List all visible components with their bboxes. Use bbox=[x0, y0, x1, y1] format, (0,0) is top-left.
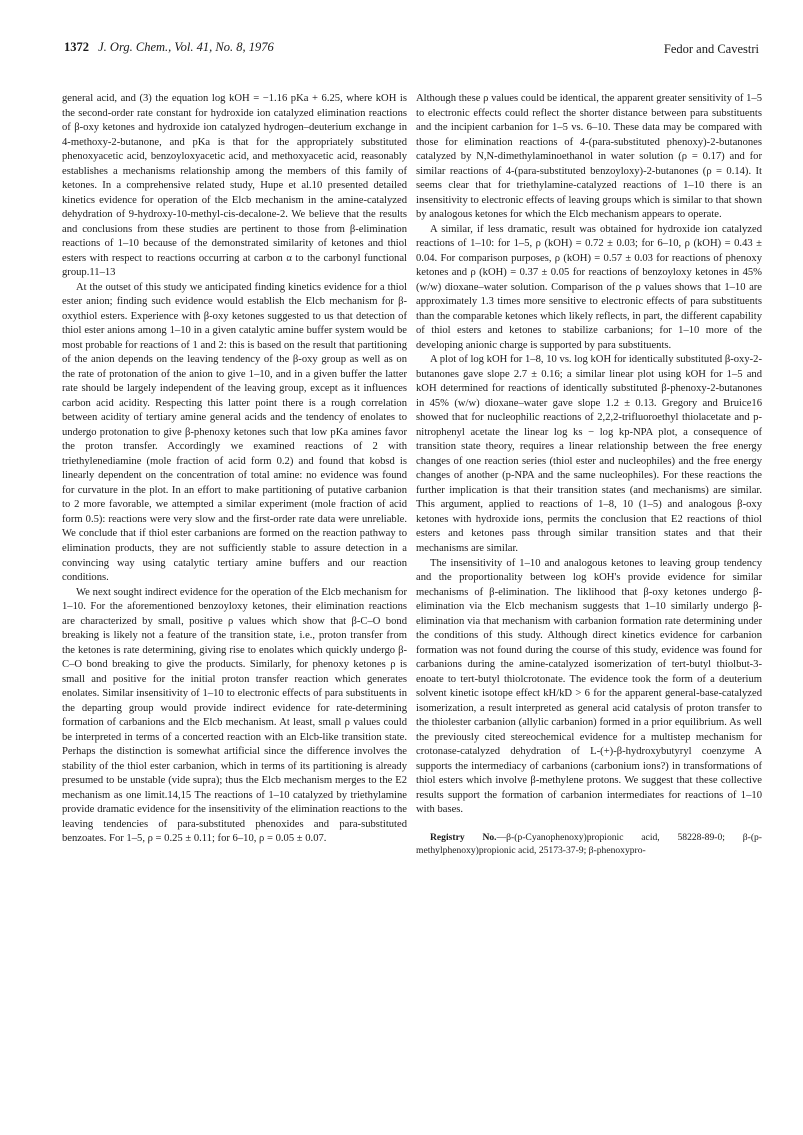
journal-citation: J. Org. Chem., Vol. 41, No. 8, 1976 bbox=[98, 40, 274, 54]
right-column bbox=[416, 92, 762, 858]
paragraph: general acid, and (3) the equation log kOH = −1.16 pKa + 6.25, where kOH is the second-order rate constant for hydroxide ion catalyzed elimination reactions of β-oxy ketones and hydroxide ion catalyzed hydrogen–deuterium exchange in 4-methoxy-2-butanone, and pKa is that for the appropriately substituted phenoxyacetic acid, benzoyloxyacetic acid, and methoxyacetic acid, reasonably establishes a mechanisms relationship among the members of this family of ketones. In a comprehensive related study, Hupe et al.10 presented detailed kinetics evidence for operation of the Elcb mechanism in the amine-catalyzed dehydration of 9-hydroxy-10-methyl-cis-decalone-2. We believe that the results and conclusions from these studies are pertinent to those from β-elimination reactions of 1–10 because of the demonstrated similarity of ketones and thiol esters with respect to reactions occurring at carbon α to the carbonyl functional group.11–13 bbox=[62, 93, 407, 279]
paragraph: A similar, if less dramatic, result was obtained for hydroxide ion catalyzed reactions of 1–10: for 1–5, ρ (kOH) = 0.72 ± 0.03; for 6–10, ρ (kOH) = 0.43 ± 0.04. For comparison purposes, ρ (kOH) = 0.57 ± 0.03 for reactions of phenoxy ketones and ρ (kOH) = 0.37 ± 0.05 for reactions of benzoyloxy ketones in 45% (w/w) dioxane–water solution. Comparison of the ρ values shows that 1–10 are approximately 1.3 times more sensitive to electronic effects of para substituents than the comparable ketones which likely reflects, in part, the different capability of thiol esters and ketones to stabilize carbanions; for 1–10 more of the developing anionic charge is supported by para substituents. bbox=[416, 223, 762, 351]
paragraph: At the outset of this study we anticipated finding kinetics evidence for a thiol ester anion; finding such evidence would establish the Elcb mechanism for β-oxythiol esters. Experience with β-oxy ketones suggested to us that detection of thiol ester anions among 1–10 in a given catalytic amine buffer system would be most probable for reactions of 1 and 2: this is based on the result that partitioning of the anion depends on the leaving tendency of the β-oxy group as well as on the rate of protonation of the anion to give 1–10, and in a given buffer the latter rate should be largely independent of the leaving group, except as it influences carbon acid acidity. Respecting this latter point there is a rough correlation between acidity of tertiary amine general acids and the tendency of enolates to undergo protonation to give β-phenoxy ketones such that low pKa amines favor the proton transfer. Accordingly we examined reactions of 2 with triethylenediamine (mole fraction of acid form 0.2) and found that kobsd is linearly dependent on the concentration of total amine: no evidence was found for curvature in the plot. In an effort to make partitioning of putative carbanion to 2 more favorable, we attempted a similar experiment (mole fraction of acid form 0.5): reactions were very slow and the first-order rate data were unreliable. We conclude that if thiol ester carbanions are formed on the reaction pathway to elimination products, they are not sufficiently stable to assure detection in a convincing way using catalytic tertiary amine buffers and our reaction conditions. bbox=[62, 281, 407, 584]
page-number: 1372 bbox=[64, 40, 89, 54]
left-column bbox=[62, 92, 407, 847]
registry-text: —β-(p-Cyanophenoxy)propionic acid, 58228-89-0; β-(p-methylphenoxy)propionic acid, 25173-37-9; β-phenoxypro- bbox=[416, 831, 763, 857]
registry-label: Registry No. bbox=[430, 831, 497, 843]
registry-numbers bbox=[416, 831, 762, 858]
running-head bbox=[64, 40, 274, 55]
page-header bbox=[64, 40, 759, 60]
paragraph: The insensitivity of 1–10 and analogous ketones to leaving group tendency and the proportionality between log kOH's provide evidence for similar mechanisms of β-elimination. The liklihood that β-oxy ketones undergo β-elimination via the Elcb mechanism suggests that 1–10 similarly undergo β-elimination via that mechanism with carbanion formation rate determining under the conditions of this study. Although direct kinetics evidence for carbanion formation was not found during the course of this study, evidence was found for carbanions during the amine-catalyzed isomerization of tert-butyl thiolbut-3-enoate to tert-butyl thiolcrotonate. The evidence took the form of a deuterium solvent kinetic isotope effect kH/kD > 6 for the apparent general-base-catalyzed isomerization, a result interpreted as general acid catalysis of proton transfer to the thiolester carbanion (allylic carbanion) formed in a prior equilibrium. As well the previously cited stereochemical evidence for a multistep mechanism for crotonase-catalyzed dehydration of L-(+)-β-hydroxybutyryl coenzyme A supports the intermediacy of carbanions (carbonium ions?) in transformations of thiol esters which involve β-methylene protons. We suggest that these collective results support the formation of carbanion intermediates for reactions of 1–10 with bases. bbox=[416, 557, 762, 816]
paragraph: A plot of log kOH for 1–8, 10 vs. log kOH for identically substituted β-oxy-2-butanones gave slope 2.7 ± 0.16; a similar linear plot using kOH for 1–5 and kOH determined for reactions of identically substituted β-phenoxy-2-butanones in 45% (w/w) dioxane–water gave slope 1.2 ± 0.13. Gregory and Bruice16 showed that for nucleophilic reactions of 2,2,2-trifluoroethyl thiolacetate and p-nitrophenyl acetate the linear log ks − log kp-NPA plot, a consequence of transition state theory, requires a linear relationship between the free energy changes of one reaction series (thiol ester and nucleophiles) and the free energy changes of another (p-NPA and the same nucleophiles). For these reactions the further implication is that their transition states (and mechanisms) are similar. This argument, applied to reactions of 1–8, 10 (1–5) and analogous β-oxy ketones with hydroxide ions, permits the conclusion that E2 reactions of thiol esters and ketones pass through similar transition states and that their mechanisms are similar. bbox=[416, 354, 762, 554]
paragraph: Although these ρ values could be identical, the apparent greater sensitivity of 1–5 to electronic effects could reflect the shorter distance between para substituents and the incipient carbanion for 1–5 vs. 6–10. These data may be compared with those for elimination reactions of 4-(para-substituted phenoxy)-2-butanones catalyzed by N,N-dimethylaminoethanol in water solution (ρ = 0.17) and for similar reactions of 4-(para-substituted benzoyloxy)-2-butanones (ρ = 0.14). It seems clear that for triethylamine-catalyzed reactions of 1–10 there is an insensitivity to electronic effects of leaving groups which is similar to that shown by analogous ketones for which the Elcb mechanism appears to operate. bbox=[416, 93, 762, 221]
author-running-head: Fedor and Cavestri bbox=[663, 42, 759, 56]
paragraph: We next sought indirect evidence for the operation of the Elcb mechanism for 1–10. For the aforementioned benzoyloxy ketones, their elimination reactions are characterized by small, positive ρ values which show that β-C–O bond breaking is likely not a feature of the transition state, i.e., proton transfer from the ketones is rate determining, giving rise to enolates which quickly undergo β-C–O bond breaking to give the products. Similarly, for phenoxy ketones ρ is small and positive for the initial proton transfer reaction which generates enolates. Similar insensitivity of 1–10 to electronic effects of para substituents in the departing group would provide indirect evidence for rate-determining formation of carbanions and the Elcb mechanism. At least, small ρ values could be interpreted in terms of a concerted reaction with an Elcb-like transition state. Perhaps the distinction is somewhat artificial since the difference involves the stability of the thiol ester carbanion, which in terms of its partitioning is already presumed to be unstable (vide supra); thus the Elcb mechanism merges to the E2 mechanism as one limit.14,15 The reactions of 1–10 catalyzed by triethylamine provide dramatic evidence for the insensitivity of the elimination reactions to the leaving tendencies of para-substituted phenoxides and para-substituted benzoates. For 1–5, ρ = 0.25 ± 0.11; for 6–10, ρ = 0.05 ± 0.07. bbox=[62, 586, 407, 845]
